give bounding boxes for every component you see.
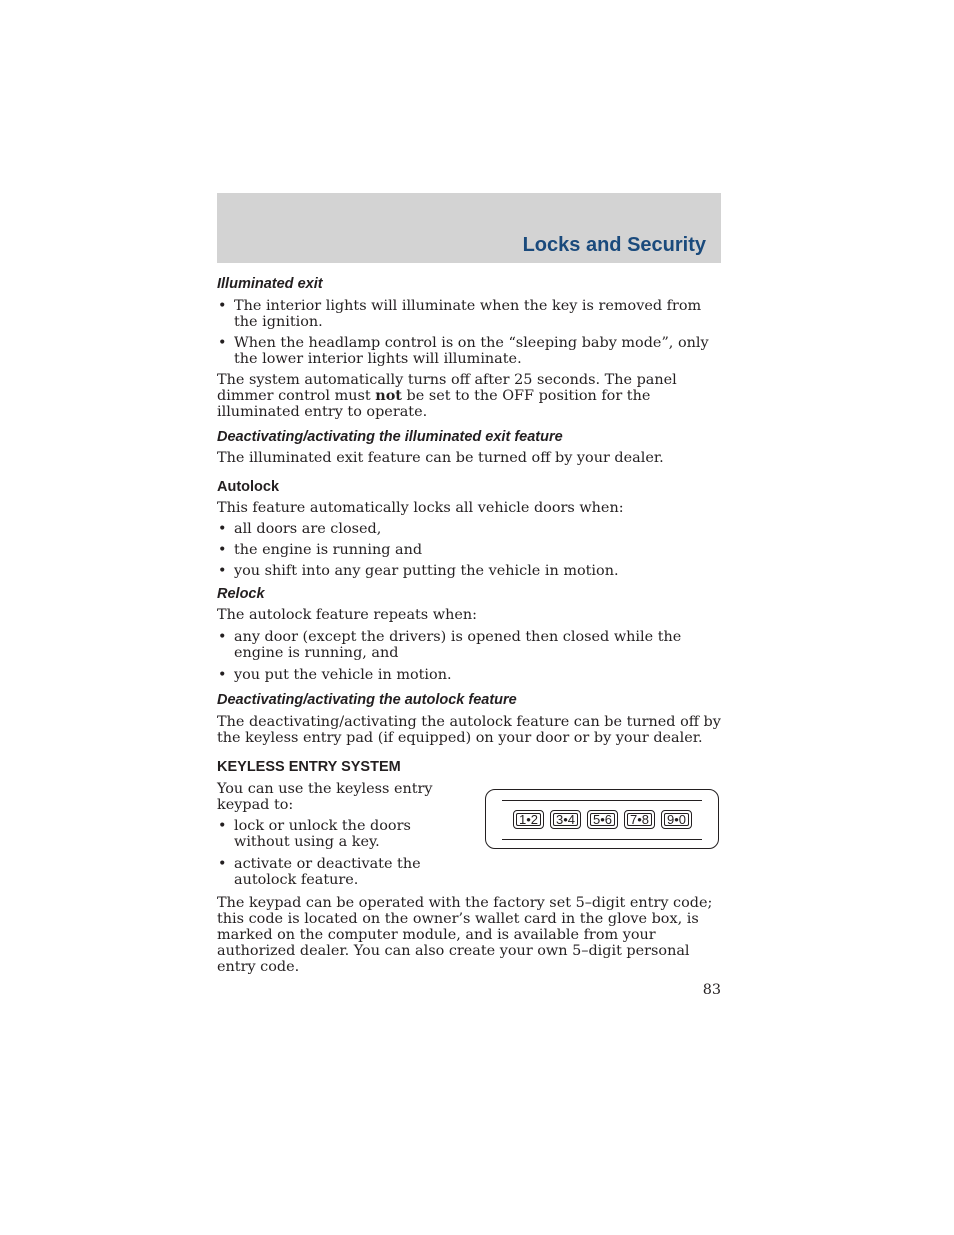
keyless-list [217, 818, 465, 888]
list-item: • any door (except the drivers) is opened then closed while the engine is running, and [217, 629, 721, 661]
keypad-key-7-8: 7•8 [624, 810, 655, 829]
list-item: • you put the vehicle in motion. [217, 667, 721, 683]
list-item: • all doors are closed, [217, 521, 721, 537]
keypad-bottom-line [502, 839, 702, 840]
list-item: • The interior lights will illuminate when the key is removed from the ignition. [217, 298, 721, 330]
heading-autolock: Autolock [217, 479, 280, 495]
keyless-text: The keypad can be operated with the factory set 5–digit entry code; this code is located on the owner’s wallet card in the glove box, is marked on the computer module, and is available from your authorized dealer. You can also create your own 5–digit personal entry code. [217, 895, 713, 975]
deactivate-autolock-text: The deactivating/activating the autolock feature can be turned off by the keyless entry pad (if equipped) on your door or by your dealer. [217, 714, 721, 746]
header-band [217, 193, 721, 263]
keypad-keys [513, 810, 692, 829]
keyless-intro: You can use the keyless entry keypad to: [217, 781, 433, 813]
heading-deactivate-illuminated: Deactivating/activating the illuminated exit feature [217, 429, 563, 445]
deactivate-illuminated-text: The illuminated exit feature can be turned off by your dealer. [217, 450, 664, 466]
illuminated-exit-list [217, 298, 721, 367]
keypad-key-1-2: 1•2 [513, 810, 544, 829]
heading-deactivate-autolock: Deactivating/activating the autolock feature [217, 692, 517, 708]
autolock-list [217, 521, 721, 579]
section-title: Locks and Security [522, 234, 706, 256]
autolock-intro: This feature automatically locks all vehicle doors when: [217, 500, 624, 516]
heading-illuminated-exit: Illuminated exit [217, 276, 323, 292]
list-item: • the engine is running and [217, 542, 721, 558]
keypad-top-line [502, 800, 702, 801]
bold-not: not [375, 387, 402, 404]
page-number: 83 [702, 982, 721, 998]
list-item: • activate or deactivate the autolock feature. [217, 856, 465, 888]
heading-relock: Relock [217, 586, 265, 602]
heading-keyless-entry: KEYLESS ENTRY SYSTEM [217, 759, 401, 775]
keypad-key-5-6: 5•6 [587, 810, 618, 829]
keypad-key-3-4: 3•4 [550, 810, 581, 829]
keyless-left-column [217, 781, 465, 888]
list-item: • you shift into any gear putting the vehicle in motion. [217, 563, 721, 579]
illuminated-exit-paragraph: The system automatically turns off after 25 seconds. The panel dimmer control must not be set to the OFF position for the illuminated entry to operate. [217, 372, 677, 420]
list-item: • When the headlamp control is on the “sleeping baby mode”, only the lower interior lights will illuminate. [217, 335, 721, 367]
keypad-illustration [485, 789, 719, 849]
list-item: • lock or unlock the doors without using a key. [217, 818, 465, 850]
keypad-key-9-0: 9•0 [661, 810, 692, 829]
relock-list [217, 629, 721, 683]
page-content [217, 276, 721, 975]
relock-intro: The autolock feature repeats when: [217, 607, 477, 623]
